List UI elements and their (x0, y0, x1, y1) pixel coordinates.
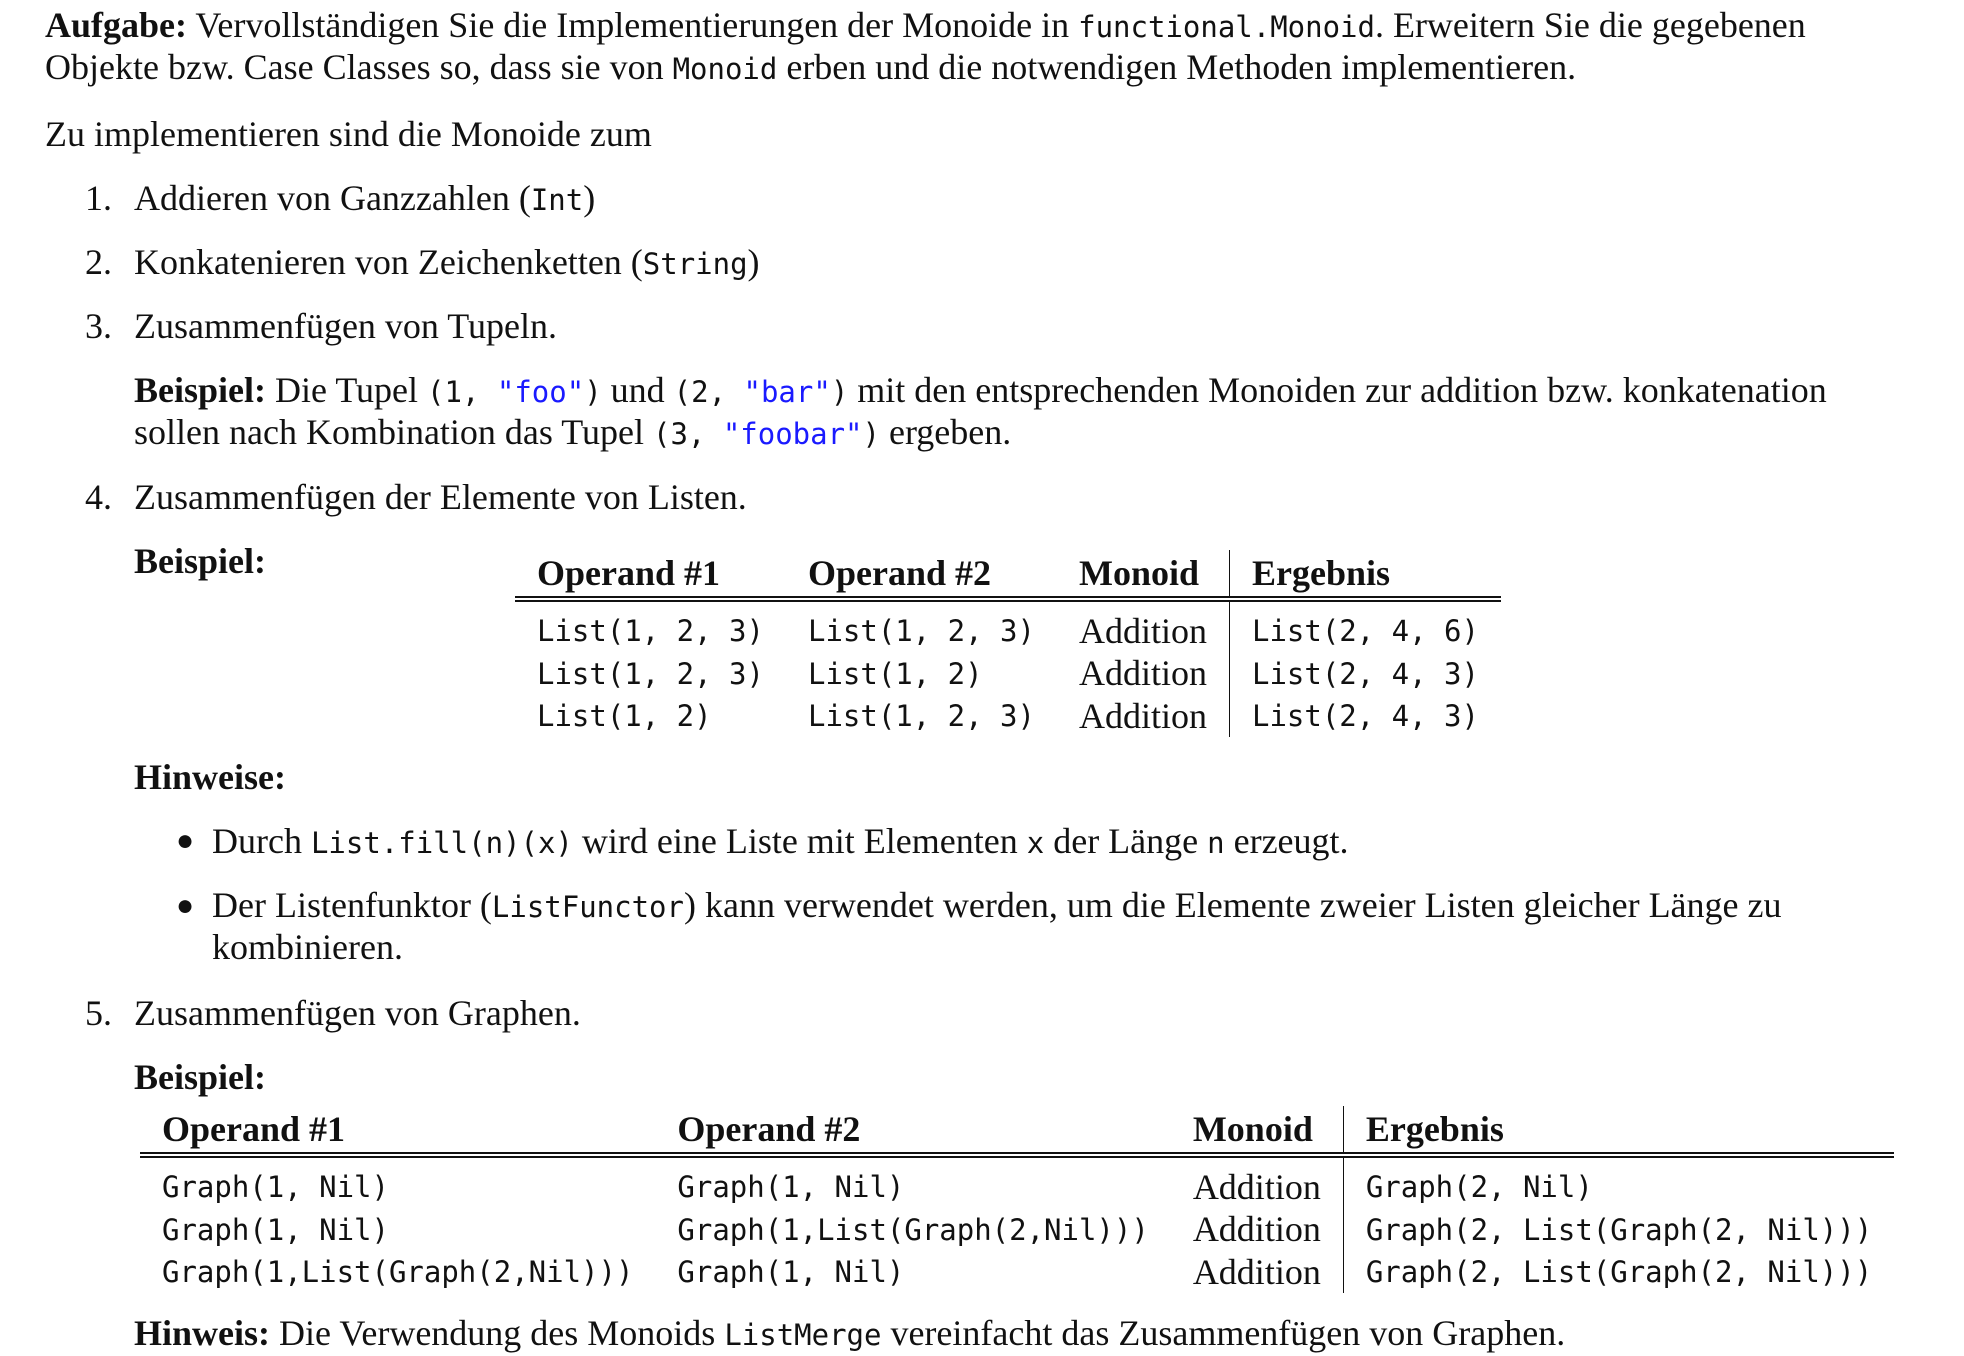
hint-text: wird eine Liste mit Elementen (572, 821, 1027, 861)
header-result: Ergebnis (1343, 1106, 1894, 1155)
hint-code: ListMerge (724, 1318, 882, 1352)
hint-text: ) kann verwendet werden, um die Elemente zweier Listen gleicher Länge zu (683, 885, 1782, 925)
table-row (515, 652, 1501, 694)
hint-text: Durch (212, 821, 311, 861)
cell-monoid: Addition (1192, 1167, 1321, 1207)
list-example-table (515, 550, 1501, 737)
tuple-code: (2, (673, 375, 744, 409)
cell-result: List(2, 4, 3) (1229, 695, 1500, 737)
item-text: Addieren von Ganzzahlen ( (134, 178, 531, 218)
final-hint-label: Hinweis: (134, 1313, 271, 1353)
task-text: Objekte bzw. Case Classes so, dass sie von (45, 47, 673, 88)
cell-result: List(2, 4, 6) (1229, 599, 1500, 652)
item-5: Zusammenfügen von Graphen. (134, 993, 581, 1033)
table-row (140, 1155, 1894, 1208)
final-hint (134, 1312, 1894, 1354)
item-3-number: 3. (85, 306, 112, 346)
hint-text: Der Listenfunktor ( (212, 885, 492, 925)
item-code: Int (530, 183, 584, 217)
graph-example-table (140, 1106, 1894, 1293)
tuple-code: ) (862, 417, 880, 452)
cell-result: Graph(2, List(Graph(2, Nil))) (1343, 1208, 1894, 1250)
item-1-number: 1. (85, 178, 112, 218)
tuple-code: ) (830, 375, 849, 409)
header-monoid: Monoid (1192, 1108, 1313, 1149)
task-code-monoid-package: functional.Monoid (1078, 10, 1375, 44)
cell-monoid: Addition (1192, 1209, 1321, 1250)
hint-code: x (1026, 826, 1045, 860)
item-text: ) (583, 178, 596, 218)
cell-operand-1: List(1, 2, 3) (537, 614, 764, 649)
task-text: erben und die notwendigen Methoden implementieren. (777, 47, 1577, 88)
header-operand-2: Operand #2 (677, 1108, 861, 1149)
hint-text: erzeugt. (1224, 821, 1349, 861)
hint-2-line-2: kombinieren. (212, 927, 403, 968)
hint-code: n (1207, 826, 1225, 860)
hint-code: ListFunctor (491, 890, 684, 924)
example-text: Die Tupel (266, 370, 428, 410)
cell-operand-2: Graph(1, Nil) (677, 1255, 905, 1290)
header-result: Ergebnis (1229, 550, 1500, 599)
hint-2-line-1 (212, 884, 1892, 926)
tuple-string-literal: "foo" (496, 375, 585, 409)
task-label: Aufgabe: (45, 5, 187, 45)
task-code-monoid: Monoid (672, 52, 778, 87)
item-text: ) (747, 242, 760, 282)
table-header-row (515, 550, 1501, 599)
hints-label: Hinweise: (134, 757, 286, 797)
task-line-1 (45, 4, 1895, 46)
tuple-example-line-2 (134, 411, 1894, 453)
header-monoid: Monoid (1078, 552, 1199, 593)
item-1 (134, 177, 1894, 219)
table-header-row (140, 1106, 1894, 1155)
header-operand-1: Operand #1 (537, 552, 721, 593)
item-2-number: 2. (85, 242, 112, 282)
item-2 (134, 241, 1894, 283)
cell-result: List(2, 4, 3) (1229, 652, 1500, 694)
bullet-icon: ● (176, 889, 195, 922)
item-4-number: 4. (85, 477, 112, 517)
table-row (515, 695, 1501, 737)
hint-text: Die Verwendung des Monoids (270, 1313, 725, 1353)
item-5-number: 5. (85, 993, 112, 1033)
table-row (140, 1208, 1894, 1250)
header-operand-2: Operand #2 (807, 552, 992, 593)
task-line-2 (45, 46, 1895, 88)
tuple-code: (3, (652, 417, 723, 452)
cell-result: Graph(2, List(Graph(2, Nil))) (1343, 1251, 1894, 1293)
cell-operand-2: Graph(1, Nil) (677, 1170, 905, 1205)
list-example-label: Beispiel: (134, 541, 266, 581)
hint-2 (212, 884, 1892, 969)
item-code: String (642, 247, 748, 281)
tuple-string-literal: "bar" (743, 375, 831, 409)
task-text: . Erweitern Sie die gegebenen (1374, 5, 1806, 45)
table-row (140, 1251, 1894, 1293)
intro-text: Zu implementieren sind die Monoide zum (45, 114, 652, 154)
hint-text: vereinfacht das Zusammenfügen von Graphen. (881, 1313, 1566, 1353)
example-text: sollen nach Kombination das Tupel (134, 412, 653, 453)
task-text: Vervollständigen Sie die Implementierungen der Monoide in (187, 5, 1079, 45)
bullet-icon: ● (176, 824, 195, 857)
tuple-code: ) (584, 375, 602, 409)
cell-operand-1: List(1, 2) (537, 699, 712, 734)
task-paragraph (45, 4, 1895, 89)
cell-operand-2: List(1, 2, 3) (807, 614, 1035, 649)
example-text: mit den entsprechenden Monoiden zur addition bzw. konkatenation (848, 370, 1827, 410)
hint-1 (212, 820, 1892, 862)
hint-text: der Länge (1044, 821, 1208, 861)
graph-example-label: Beispiel: (134, 1057, 266, 1097)
tuple-string-literal: "foobar" (722, 417, 863, 452)
cell-operand-2: List(1, 2, 3) (807, 699, 1035, 734)
cell-monoid: Addition (1078, 653, 1207, 694)
cell-monoid: Addition (1078, 611, 1207, 651)
cell-operand-1: Graph(1, Nil) (162, 1170, 389, 1205)
cell-operand-1: List(1, 2, 3) (537, 656, 764, 691)
table-row (515, 599, 1501, 652)
header-operand-1: Operand #1 (162, 1108, 346, 1149)
item-text: Konkatenieren von Zeichenketten ( (134, 242, 643, 282)
cell-monoid: Addition (1192, 1251, 1321, 1292)
cell-operand-2: List(1, 2) (807, 656, 983, 691)
tuple-example (134, 369, 1894, 454)
cell-operand-1: Graph(1, Nil) (162, 1212, 389, 1247)
tuple-code: (1, (427, 375, 497, 409)
example-label: Beispiel: (134, 370, 266, 410)
hint-code: List.fill(n)(x) (310, 826, 573, 860)
item-3: Zusammenfügen von Tupeln. (134, 306, 557, 346)
example-text: und (601, 370, 674, 410)
tuple-example-line-1 (134, 369, 1894, 411)
item-4: Zusammenfügen der Elemente von Listen. (134, 477, 747, 517)
cell-operand-1: Graph(1,List(Graph(2,Nil))) (162, 1255, 634, 1290)
example-text: ergeben. (879, 412, 1012, 453)
cell-monoid: Addition (1078, 695, 1207, 736)
cell-result: Graph(2, Nil) (1343, 1155, 1894, 1208)
cell-operand-2: Graph(1,List(Graph(2,Nil))) (677, 1212, 1149, 1247)
